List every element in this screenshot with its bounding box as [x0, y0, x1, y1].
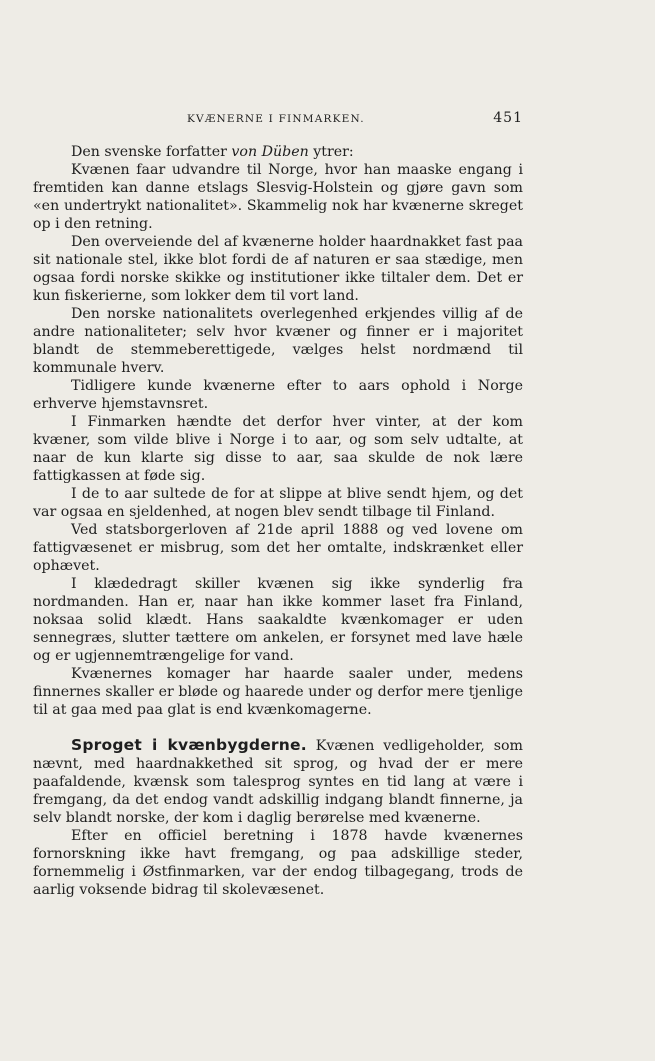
paragraph: Den overveiende del af kvænerne holder haardnakket fast paa sit nationale stel, ikke blot fordi de af naturen er saa stædige, men ogsaa fordi norske skikke og institutioner ikke tiltaler dem. Det er kun fiskerierne, som lokker dem til vort land.: [33, 234, 523, 304]
section-text: Kvænen vedligeholder, som nævnt, med haardnakkethed sit sprog, og hvad der er mere paafaldende, kvænsk som talesprog syntes en tid lang at være i fremgang, da det endog vandt adskillig indgang blandt finnerne, ja selv blandt norske, der kom i daglig berørelse med kvænerne.: [33, 738, 523, 826]
paragraph: Tidligere kunde kvænerne efter to aars ophold i Norge erhverve hjemstavnsret.: [33, 378, 523, 412]
section-heading: Sproget i kvænbygderne.: [71, 736, 307, 754]
paragraph: Kvænen faar udvandre til Norge, hvor han maaske engang i fremtiden kan danne etslags Slesvig-Holstein og gjøre gavn som «en undertrykt nationalitet». Skammelig nok har kvænerne skreget op i den retning.: [33, 162, 523, 232]
quoted-author: von Düben: [231, 144, 309, 160]
intro-text-after: ytrer:: [308, 144, 354, 160]
paragraph: Efter en officiel beretning i 1878 havde kvænernes fornorskning ikke havt fremgang, og paa adskillige steder, fornemmelig i Østfinmarken, var der endog tilbagegang, trods de aarlig voksende bidrag til skolevæsenet.: [33, 828, 523, 898]
page-header: [33, 110, 523, 126]
intro-text-before: Den svenske forfatter: [71, 144, 232, 160]
paragraph: I Finmarken hændte det derfor hver vinter, at der kom kvæner, som vilde blive i Norge i to aar, og som selv udtalte, at naar de kun klarte sig disse to aar, saa skulde de nok lære fattigkassen at føde sig.: [33, 414, 523, 484]
section-paragraph: [33, 736, 523, 827]
body-text: [33, 143, 523, 899]
paragraph: Kvænernes komager har haarde saaler under, medens finnernes skaller er bløde og haarede under og derfor mere tjenlige til at gaa med paa glat is end kvænkomagerne.: [33, 666, 523, 718]
paragraph: I klædedragt skiller kvænen sig ikke synderlig fra nordmanden. Han er, naar han ikke kommer laset fra Finland, noksaa solid klædt. Hans saakaldte kvænkomager er uden sennegræs, slutter tættere om ankelen, er forsynet med lave hæle og er ugjennemtrængelige for vand.: [33, 576, 523, 664]
intro-paragraph: [33, 143, 523, 161]
paragraph: Ved statsborgerloven af 21de april 1888 og ved lovene om fattigvæsenet er misbrug, som det her omtalte, indskrænket eller ophævet.: [33, 522, 523, 574]
running-title: KVÆNERNE I FINMARKEN.: [187, 113, 365, 125]
paragraph: I de to aar sultede de for at slippe at blive sendt hjem, og det var ogsaa en sjeldenhed, at nogen blev sendt tilbage til Finland.: [33, 486, 523, 520]
paragraph: Den norske nationalitets overlegenhed erkjendes villig af de andre nationaliteter; selv hvor kvæner og finner er i majoritet blandt de stemmeberettigede, vælges helst nordmænd til kommunale hverv.: [33, 306, 523, 376]
page-number: 451: [493, 110, 523, 126]
